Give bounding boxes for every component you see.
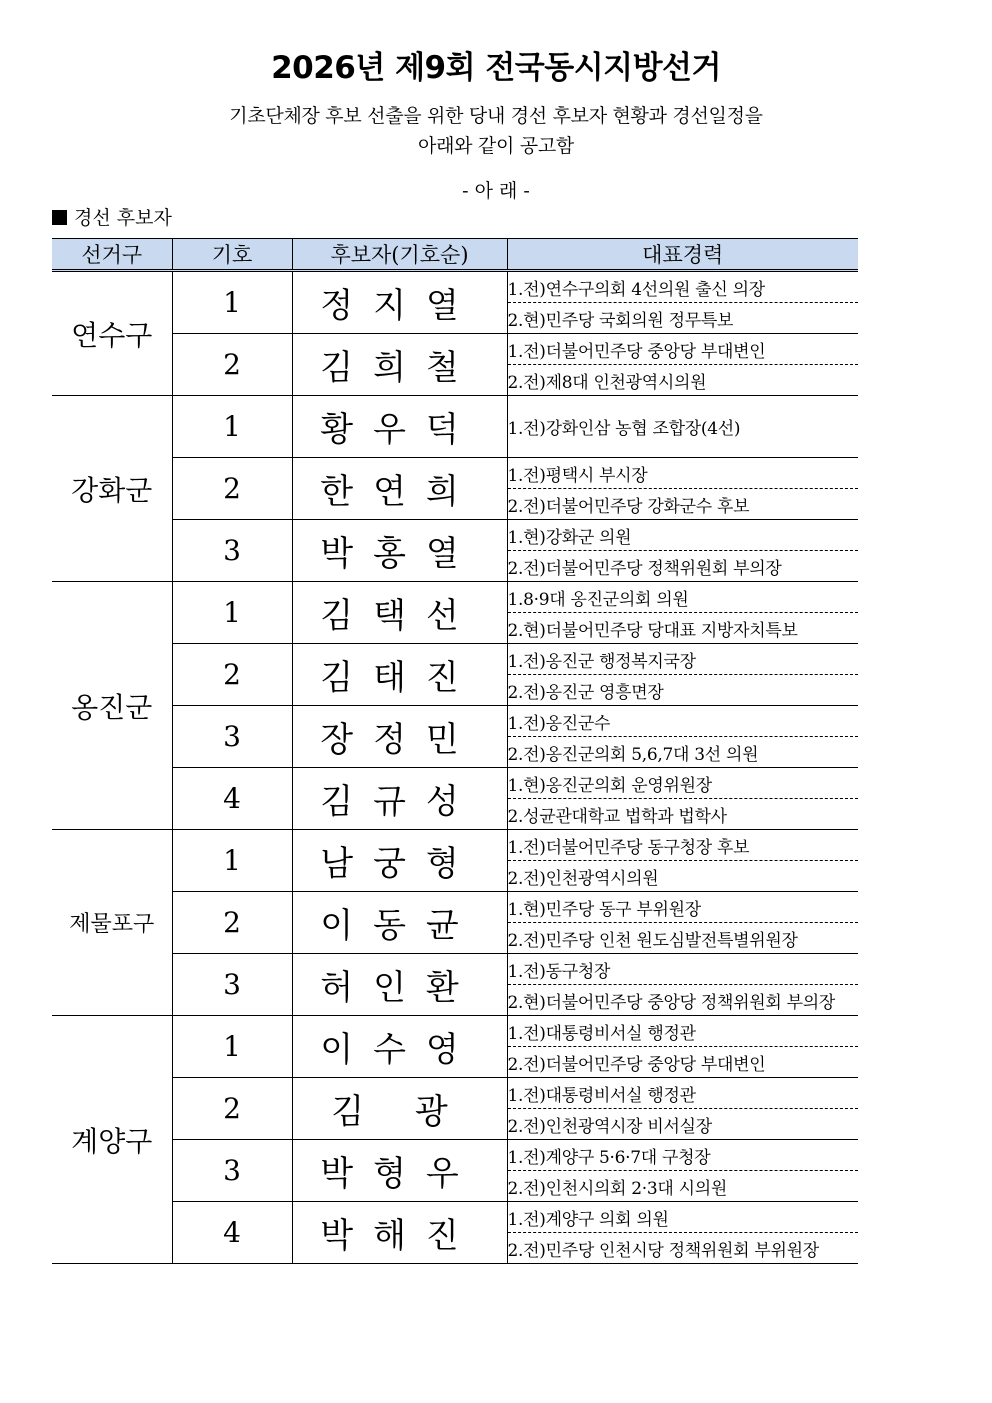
career-item: 1.현)옹진군의회 운영위원장 [507,768,858,799]
career-item: 2.전)더불어민주당 정책위원회 부의장 [507,551,858,582]
career-item: 2.전)민주당 인천시당 정책위원회 부위원장 [507,1233,858,1264]
candidate-number: 2 [172,458,292,520]
career-item: 1.전)강화인삼 농협 조합장(4선) [507,396,858,458]
career-item: 1.전)대통령비서실 행정관 [507,1016,858,1047]
career-item: 2.현)민주당 국회의원 정무특보 [507,303,858,334]
district-name: 제물포구 [52,830,172,1016]
table-row [52,1140,858,1171]
career-item: 1.전)옹진군수 [507,706,858,737]
career-item: 1.전)대통령비서실 행정관 [507,1078,858,1109]
candidate-number: 2 [172,892,292,954]
table-row [52,954,858,985]
candidate-name: 정지열 [292,271,507,334]
table-row [52,830,858,861]
notice-heading: - 아 래 - [462,180,530,202]
table-row [52,520,858,551]
header-district: 선거구 [52,239,172,271]
section-heading [52,203,172,230]
career-item: 2.전)옹진군의회 5,6,7대 3선 의원 [507,737,858,768]
career-item: 1.전)옹진군 행정복지국장 [507,644,858,675]
career-item: 1.현)강화군 의원 [507,520,858,551]
candidate-number: 1 [172,271,292,334]
candidate-name: 김태진 [292,644,507,706]
candidate-name: 이동균 [292,892,507,954]
candidate-table [52,238,858,1264]
career-item: 1.현)민주당 동구 부위원장 [507,892,858,923]
table-row [52,582,858,613]
table-row [52,271,858,303]
career-item: 2.전)더불어민주당 강화군수 후보 [507,489,858,520]
career-item: 1.전)연수구의회 4선의원 출신 의장 [507,271,858,303]
table-row [52,1202,858,1233]
career-item: 1.8·9대 옹진군의회 의원 [507,582,858,613]
candidate-number: 3 [172,954,292,1016]
square-bullet-icon [52,210,67,225]
career-item: 2.전)옹진군 영흥면장 [507,675,858,706]
candidate-name: 김 광 [292,1078,507,1140]
candidate-number: 3 [172,1140,292,1202]
subtitle-line-2: 아래와 같이 공고함 [418,135,574,157]
career-item: 2.전)인천광역시장 비서실장 [507,1109,858,1140]
candidate-name: 김규성 [292,768,507,830]
candidate-number: 4 [172,1202,292,1264]
table-body [52,271,858,1264]
candidate-name: 이수영 [292,1016,507,1078]
candidate-name: 김희철 [292,334,507,396]
career-item: 2.전)인천시의회 2·3대 시의원 [507,1171,858,1202]
candidate-name: 남궁형 [292,830,507,892]
candidate-name: 장정민 [292,706,507,768]
table-row [52,892,858,923]
career-item: 1.전)계양구 의회 의원 [507,1202,858,1233]
district-name: 강화군 [52,396,172,582]
subtitle-line-1: 기초단체장 후보 선출을 위한 당내 경선 후보자 현황과 경선일정을 [229,105,763,127]
candidate-number: 2 [172,334,292,396]
candidate-number: 1 [172,1016,292,1078]
table-row [52,1078,858,1109]
district-name: 옹진군 [52,582,172,830]
career-item: 2.전)제8대 인천광역시의원 [507,365,858,396]
table-row [52,458,858,489]
candidate-number: 1 [172,582,292,644]
table-header-row [52,239,858,271]
candidate-number: 1 [172,830,292,892]
career-item: 1.전)더불어민주당 동구청장 후보 [507,830,858,861]
career-item: 1.전)계양구 5·6·7대 구청장 [507,1140,858,1171]
career-item: 2.전)인천광역시의원 [507,861,858,892]
header-number: 기호 [172,239,292,271]
header-candidate: 후보자(기호순) [292,239,507,271]
career-item: 2.전)민주당 인천 원도심발전특별위원장 [507,923,858,954]
table-row [52,334,858,365]
candidate-number: 1 [172,396,292,458]
page-title: 2026년 제9회 전국동시지방선거 [271,50,721,86]
district-name: 연수구 [52,271,172,396]
career-item: 1.전)동구청장 [507,954,858,985]
candidate-number: 3 [172,520,292,582]
table-row [52,1016,858,1047]
candidate-number: 2 [172,1078,292,1140]
career-item: 1.전)평택시 부시장 [507,458,858,489]
career-item: 1.전)더불어민주당 중앙당 부대변인 [507,334,858,365]
candidate-name: 김택선 [292,582,507,644]
career-item: 2.성균관대학교 법학과 법학사 [507,799,858,830]
career-item: 2.현)더불어민주당 중앙당 정책위원회 부의장 [507,985,858,1016]
candidate-name: 박홍열 [292,520,507,582]
candidate-name: 박해진 [292,1202,507,1264]
candidate-number: 3 [172,706,292,768]
candidate-name: 황우덕 [292,396,507,458]
section-title: 경선 후보자 [74,207,172,229]
header-career: 대표경력 [507,239,858,271]
table-row [52,706,858,737]
table-row [52,644,858,675]
district-name: 계양구 [52,1016,172,1264]
candidate-number: 2 [172,644,292,706]
candidate-name: 박형우 [292,1140,507,1202]
candidate-name: 허인환 [292,954,507,1016]
candidate-number: 4 [172,768,292,830]
table-row [52,768,858,799]
candidate-name: 한연희 [292,458,507,520]
career-item: 2.전)더불어민주당 중앙당 부대변인 [507,1047,858,1078]
career-item: 2.현)더불어민주당 당대표 지방자치특보 [507,613,858,644]
